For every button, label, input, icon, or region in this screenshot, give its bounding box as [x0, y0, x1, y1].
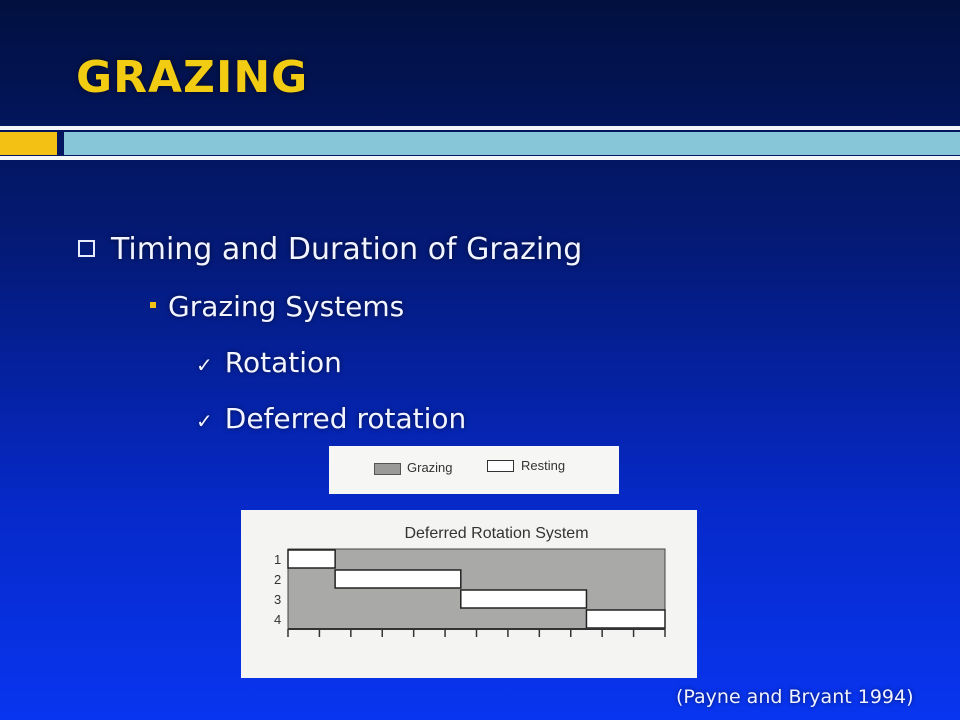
square-bullet-icon	[150, 302, 156, 308]
gantt-chart	[241, 510, 697, 678]
bullet-level2	[150, 290, 404, 323]
row-label-2: 2	[274, 572, 282, 587]
bullet-level1-text: Timing and Duration of Grazing	[111, 232, 583, 267]
row-label-3: 3	[274, 592, 282, 607]
resting-bar-row-2	[335, 570, 461, 588]
row-label-4: 4	[274, 612, 282, 627]
hollow-square-icon	[78, 240, 95, 257]
divider-bottom	[0, 156, 960, 160]
checkmark-icon: ✓	[196, 409, 213, 433]
resting-bar-row-4	[586, 610, 665, 628]
resting-bar-row-1	[288, 550, 335, 568]
resting-bar-row-3	[461, 590, 587, 608]
divider-top	[0, 126, 960, 130]
accent-bar-yellow	[0, 132, 57, 155]
chart-legend	[329, 446, 619, 494]
legend-label-resting: Resting	[521, 458, 566, 473]
checkmark-icon: ✓	[196, 353, 213, 377]
deferred-rotation-figure	[241, 510, 697, 678]
legend-label-grazing: Grazing	[407, 460, 453, 475]
legend-swatch-grazing	[374, 463, 401, 475]
slide-title: GRAZING	[76, 52, 309, 103]
bullet-level3-rotation	[196, 346, 342, 379]
row-label-1: 1	[274, 552, 282, 567]
bullet-level1	[78, 232, 582, 267]
bullet-level3-text: Rotation	[224, 346, 342, 379]
legend-swatch-resting	[487, 460, 514, 472]
accent-bar-cyan	[64, 132, 960, 155]
chart-title: Deferred Rotation System	[404, 525, 589, 542]
citation: (Payne and Bryant 1994)	[676, 686, 914, 708]
bullet-level2-text: Grazing Systems	[168, 290, 405, 323]
bullet-level3-deferred	[196, 402, 466, 435]
bullet-level3-text: Deferred rotation	[224, 402, 467, 435]
